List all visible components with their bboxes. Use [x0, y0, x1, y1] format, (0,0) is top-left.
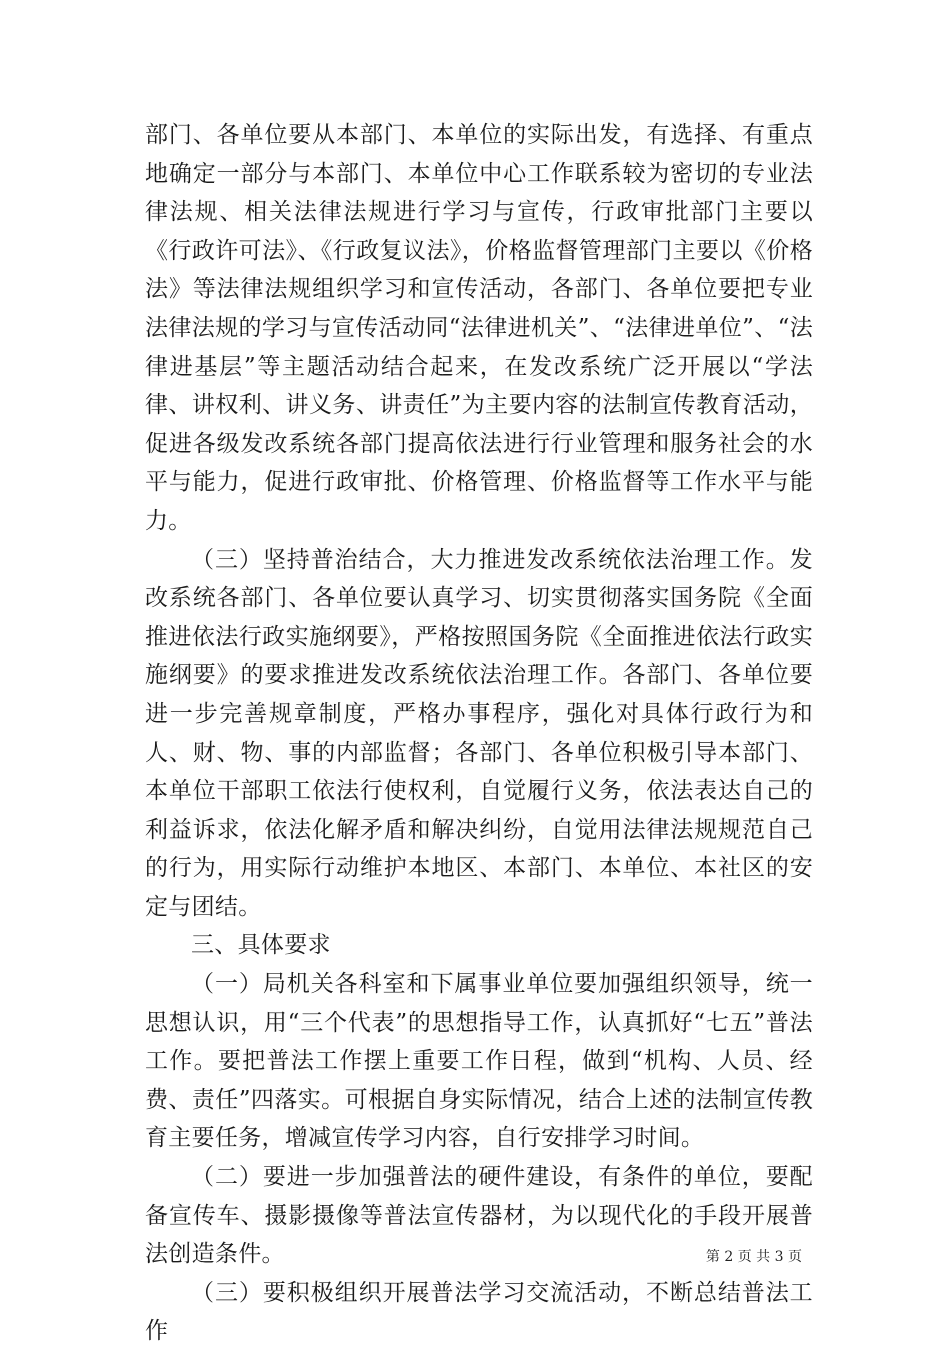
paragraph-2: （三）坚持普治结合，大力推进发改系统依法治理工作。发改系统各部门、各单位要认真学习、切实贯彻落实国务院《全面推进依法行政实施纲要》，严格按照国务院《全面推进依法行政实施纲要》的要求推进发改系统依法治理工作。各部门、各单位要进一步完善规章制度，严格办事程序，强化对具体行政行为和人、财、物、事的内部监督；各部门、各单位积极引导本部门、本单位干部职工依法行使权利，自觉履行义务，依法表达自己的利益诉求，依法化解矛盾和解决纠纷，自觉用法律法规规范自己的行为，用实际行动维护本地区、本部门、本单位、本社区的安定与团结。: [145, 546, 813, 920]
paragraph-1: 部门、各单位要从本部门、本单位的实际出发，有选择、有重点地确定一部分与本部门、本单位中心工作联系较为密切的专业法律法规、相关法律法规进行学习与宣传，行政审批部门主要以《行政许可法》、《行政复议法》，价格监督管理部门主要以《价格法》等法律法规组织学习和宣传活动，各部门、各单位要把专业法律法规的学习与宣传活动同“法律进机关”、“法律进单位”、“法律进基层”等主题活动结合起来，在发改系统广泛开展以“学法律、讲权利、讲义务、讲责任”为主要内容的法制宣传教育活动，促进各级发改系统各部门提高依法进行行业管理和服务社会的水平与能力，促进行政审批、价格管理、价格监督等工作水平与能力。: [145, 122, 813, 534]
paragraph-3: （一）局机关各科室和下属事业单位要加强组织领导，统一思想认识，用“三个代表”的思想指导工作，认真抓好“七五”普法工作。要把普法工作摆上重要工作日程，做到“机构、人员、经费、责任”四落实。可根据自身实际情况，结合上述的法制宣传教育主要任务，增减宣传学习内容，自行安排学习时间。: [145, 971, 813, 1152]
paragraph-5: （三）要积极组织开展普法学习交流活动，不断总结普法工作: [145, 1279, 813, 1345]
document-body: [145, 116, 813, 1351]
section-heading: 三、具体要求: [191, 932, 331, 959]
page-number: 第 2 页 共 3 页: [705, 1249, 802, 1265]
paragraph-4: （二）要进一步加强普法的硬件建设，有条件的单位，要配备宣传车、摄影摄像等普法宣传器材，为以现代化的手段开展普法创造条件。: [145, 1164, 813, 1268]
